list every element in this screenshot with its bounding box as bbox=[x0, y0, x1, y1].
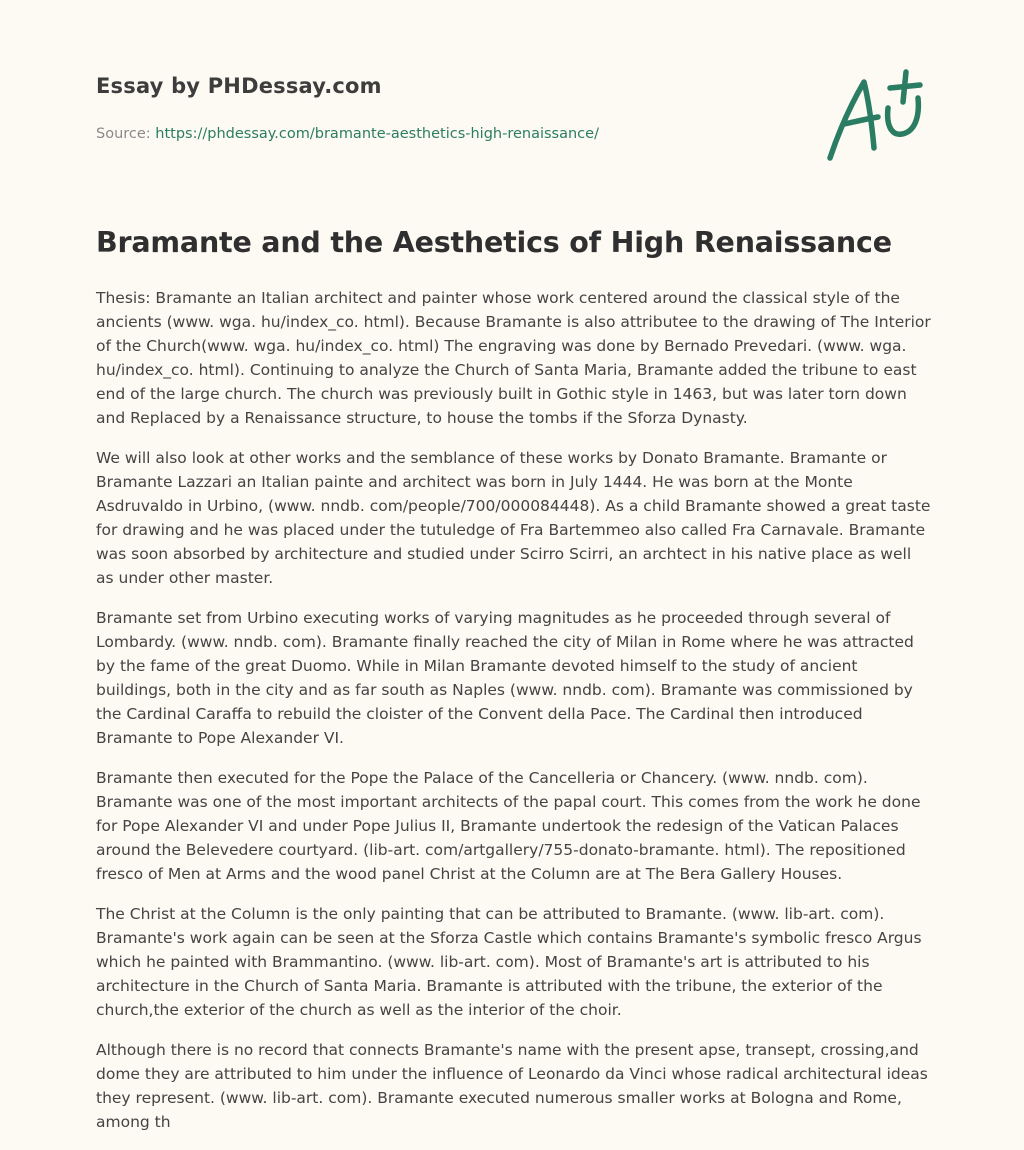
site-brand: Essay by PHDessay.com bbox=[96, 74, 382, 98]
essay-header bbox=[96, 74, 796, 142]
paragraph: Although there is no record that connects Bramante's name with the present apse, transept, crossing,and dome they are attributed to him under the influence of Leonardo da Vinci whose radical architectural ideas they represent. (www. lib-art. com). Bramante executed numerous smaller works at Bologna and Rome, among th bbox=[96, 1041, 928, 1131]
essay-body bbox=[96, 286, 932, 1150]
source-link[interactable]: https://phdessay.com/bramante-aesthetics-high-renaissance/ bbox=[155, 126, 599, 142]
paragraph: We will also look at other works and the semblance of these works by Donato Bramante. Bramante or Bramante Lazzari an Italian painte and architect was born in July 1444. He was born at the Monte Asdruvaldo in Urbino, (www. nndb. com/people/700/000084448). As a child Bramante showed a great taste for drawing and he was placed under the tutuledge of Fra Bartemmeo also called Fra Carnavale. Bramante was soon absorbed by architecture and studied under Scirro Scirri, an archtect in his native place as well as under other master. bbox=[96, 449, 931, 587]
paragraph: Bramante then executed for the Pope the Palace of the Cancelleria or Chancery. (www. nndb. com). Bramante was one of the most important architects of the papal court. This comes from the work he done for Pope Alexander VI and under Pope Julius II, Bramante undertook the redesign of the Vatican Palaces around the Belevedere courtyard. (lib-art. com/artgallery/755-donato-bramante. html). The repositioned fresco of Men at Arms and the wood panel Christ at the Column are at The Bera Gallery Houses. bbox=[96, 769, 921, 883]
source-label: Source: bbox=[96, 126, 156, 142]
paragraph: The Christ at the Column is the only painting that can be attributed to Bramante. (www. lib-art. com). Bramante's work again can be seen at the Sforza Castle which contains Bramante's symbolic fresco Argus which he painted with Brammantino. (www. lib-art. com). Most of Bramante's art is attributed to his architecture in the Church of Santa Maria. Bramante is attributed with the tribune, the exterior of the church,the exterior of the church as well as the interior of the choir. bbox=[96, 905, 922, 1019]
paragraph: Bramante set from Urbino executing works of varying magnitudes as he proceeded through several of Lombardy. (www. nndb. com). Bramante finally reached the city of Milan in Rome where he was attracted by the fame of the great Duomo. While in Milan Bramante devoted himself to the study of ancient buildings, both in the city and as far south as Naples (www. nndb. com). Bramante was commissioned by the Cardinal Caraffa to rebuild the cloister of the Convent della Pace. The Cardinal then introduced Bramante to Pope Alexander VI. bbox=[96, 609, 914, 747]
essay-title: Bramante and the Aesthetics of High Renaissance bbox=[96, 226, 892, 259]
paragraph: Thesis: Bramante an Italian architect and painter whose work centered around the classical style of the ancients (www. wga. hu/index_co. html). Because Bramante is also attributee to the drawing of The Interior of the Church(www. wga. hu/index_co. html) The engraving was done by Bernado Prevedari. (www. wga. hu/index_co. html). Continuing to analyze the Church of Santa Maria, Bramante added the tribune to east end of the large church. The church was previously built in Gothic style in 1463, but was later torn down and Replaced by a Renaissance structure, to house the tombs if the Sforza Dynasty. bbox=[96, 289, 931, 427]
a-plus-icon bbox=[824, 68, 928, 164]
source-line bbox=[96, 126, 796, 142]
